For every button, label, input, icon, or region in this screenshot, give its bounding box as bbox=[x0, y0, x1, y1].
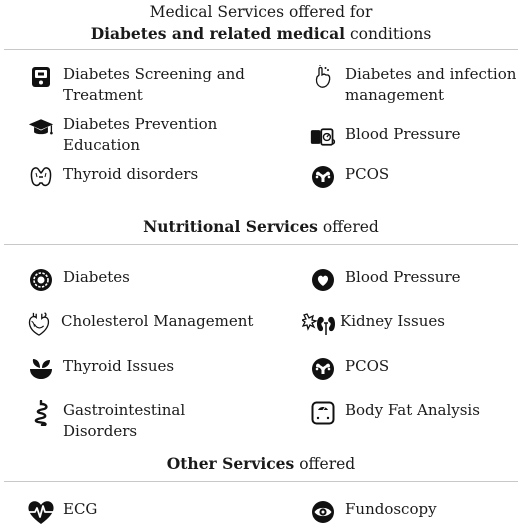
service-label: Blood Pressure bbox=[345, 125, 461, 143]
service-item bbox=[28, 400, 259, 442]
service-label: Body Fat Analysis bbox=[345, 401, 480, 419]
bp-monitor-icon bbox=[310, 124, 336, 150]
diabetes-circle-icon bbox=[28, 267, 54, 293]
service-label: Thyroid Issues bbox=[63, 357, 175, 375]
service-item bbox=[310, 164, 517, 190]
service-label: Diabetes Prevention Education bbox=[63, 115, 218, 154]
heart-circle-icon bbox=[310, 267, 336, 293]
service-item bbox=[310, 356, 517, 382]
service-label: Blood Pressure bbox=[345, 268, 461, 286]
service-item bbox=[26, 311, 257, 337]
leaf-bowl-icon bbox=[28, 356, 54, 382]
service-label: Diabetes bbox=[63, 268, 130, 286]
service-item bbox=[28, 114, 259, 156]
service-label: Gastrointestinal Disorders bbox=[63, 401, 186, 440]
monitor-device-icon bbox=[28, 64, 54, 90]
service-label: Thyroid disorders bbox=[63, 165, 199, 183]
uterus-icon bbox=[310, 356, 336, 382]
service-label: PCOS bbox=[345, 357, 390, 375]
service-label: Fundoscopy bbox=[345, 500, 437, 518]
service-label: ECG bbox=[63, 500, 98, 518]
service-item bbox=[28, 356, 259, 382]
heart-organ-icon bbox=[26, 311, 52, 337]
service-label: PCOS bbox=[345, 165, 390, 183]
service-item bbox=[26, 499, 259, 525]
service-label: Diabetes and infection management bbox=[345, 65, 517, 104]
intestine-icon bbox=[28, 400, 54, 426]
service-item bbox=[302, 311, 512, 337]
service-item bbox=[310, 64, 517, 106]
service-item bbox=[310, 400, 517, 426]
kidney-icon bbox=[302, 311, 336, 337]
service-item bbox=[310, 499, 517, 525]
service-label: Diabetes Screening and Treatment bbox=[63, 65, 245, 104]
service-item bbox=[28, 267, 259, 293]
thyroid-icon bbox=[28, 164, 54, 190]
uterus-icon bbox=[310, 164, 336, 190]
finger-prick-icon bbox=[310, 64, 336, 90]
service-item bbox=[28, 164, 259, 190]
service-label: Cholesterol Management bbox=[61, 312, 254, 330]
section1-heading-line1: Medical Services offered for bbox=[149, 3, 373, 21]
section3-heading: Other Services offered bbox=[166, 454, 356, 473]
section1-divider bbox=[4, 49, 518, 50]
service-item bbox=[28, 64, 259, 106]
service-label: Kidney Issues bbox=[340, 312, 445, 330]
section1-heading-line2: Diabetes and related medical conditions bbox=[90, 24, 432, 43]
service-item bbox=[310, 267, 517, 293]
ecg-heart-icon bbox=[26, 499, 56, 525]
eye-icon bbox=[310, 499, 336, 525]
section2-divider bbox=[4, 244, 518, 245]
section3-divider bbox=[4, 481, 518, 482]
scale-icon bbox=[310, 400, 336, 426]
section2-heading: Nutritional Services offered bbox=[143, 217, 379, 236]
service-item bbox=[310, 124, 517, 150]
graduation-cap-icon bbox=[28, 114, 54, 140]
